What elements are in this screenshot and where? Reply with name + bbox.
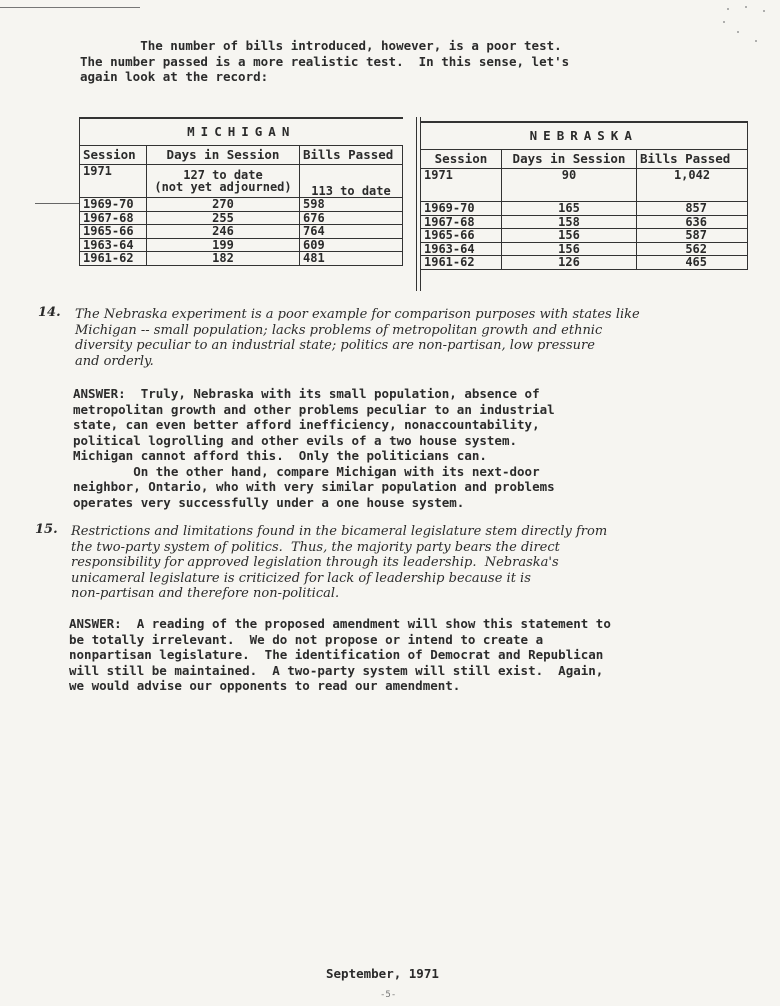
page-number: -5- — [380, 990, 397, 1000]
table-row — [421, 215, 748, 229]
item-15-claim — [71, 524, 607, 602]
table-row — [80, 225, 403, 239]
michigan-group-label: MICHIGAN — [80, 118, 403, 146]
answer-line: political logrolling and other evils of a two house system. — [73, 432, 518, 448]
michigan-bills-cell: 598 — [300, 198, 403, 212]
answer-line: state, can even better afford inefficiency, nonaccountability, — [73, 417, 540, 432]
answer-line: On the other hand, compare Michigan with its next-door — [73, 463, 540, 479]
claim-line: Restrictions and limitations found in the bicameral legislature stem directly from — [71, 524, 608, 539]
nebraska-bills-cell: 857 — [637, 202, 748, 216]
michigan-session-cell: 1967-68 — [80, 211, 147, 225]
michigan-bills-cell: 764 — [300, 225, 403, 239]
nebraska-bills-cell: 465 — [637, 256, 748, 270]
nebraska-days-cell: 158 — [502, 215, 637, 229]
table-row — [421, 229, 748, 243]
michigan-days-cell: 199 — [147, 238, 300, 252]
nebraska-row-1971 — [421, 169, 748, 202]
table-row — [421, 202, 748, 216]
answer-line: ANSWER: Truly, Nebraska with its small population, absence of — [73, 386, 540, 401]
claim-line: responsibility for approved legislation through its leadership. Nebraska's — [71, 555, 559, 570]
nebraska-session-cell: 1961-62 — [421, 256, 502, 270]
michigan-days-line-2: (not yet adjourned) — [154, 180, 292, 194]
claim-line: diversity peculiar to an industrial state; politics are non-partisan, low pressure — [75, 338, 595, 353]
intro-line-1: The number of bills introduced, however, is a poor test. — [80, 38, 562, 53]
michigan-session-cell: 1971 — [80, 165, 147, 198]
michigan-row-1971 — [80, 165, 403, 198]
nebraska-header-session: Session — [421, 150, 502, 169]
michigan-header-bills: Bills Passed — [300, 146, 403, 165]
michigan-table — [79, 117, 403, 266]
item-15-number: 15. — [35, 522, 58, 537]
nebraska-header-bills: Bills Passed — [637, 150, 748, 169]
table-row — [421, 242, 748, 256]
answer-line: operates very successfully under a one house system. — [73, 494, 465, 510]
michigan-days-line-1: 127 to date — [183, 167, 263, 182]
answer-line: be totally irrelevant. We do not propose or intend to create a — [69, 631, 544, 647]
answer-line: Michigan cannot afford this. Only the politicians can. — [73, 448, 487, 463]
michigan-days-cell: 246 — [147, 225, 300, 239]
nebraska-bills-cell: 562 — [637, 242, 748, 256]
nebraska-session-cell: 1967-68 — [421, 215, 502, 229]
nebraska-days-cell: 126 — [502, 256, 637, 270]
top-rule — [0, 7, 140, 8]
intro-line-3: again look at the record: — [80, 69, 269, 84]
nebraska-days-cell: 165 — [502, 202, 637, 216]
nebraska-group-label: NEBRASKA — [421, 122, 748, 150]
claim-line: and orderly. — [75, 353, 154, 369]
michigan-days-cell: 182 — [147, 252, 300, 266]
nebraska-session-cell: 1969-70 — [421, 202, 502, 216]
michigan-bills-cell: 676 — [300, 211, 403, 225]
nebraska-table — [420, 121, 748, 270]
michigan-header-days: Days in Session — [147, 146, 300, 165]
answer-line: ANSWER: A reading of the proposed amendment will show this statement to — [69, 616, 611, 631]
item-14-answer — [73, 386, 555, 510]
nebraska-session-cell: 1965-66 — [421, 229, 502, 243]
claim-line: the two-party system of politics. Thus, the majority party bears the direct — [71, 539, 560, 555]
nebraska-days-cell: 90 — [502, 169, 637, 202]
item-14-claim — [75, 307, 640, 369]
nebraska-session-cell: 1971 — [421, 169, 502, 202]
michigan-bills-cell: 609 — [300, 238, 403, 252]
michigan-bills-cell: 113 to date — [300, 165, 403, 198]
claim-line: Michigan -- small population; lacks problems of metropolitan growth and ethnic — [75, 322, 603, 338]
claim-line: non-partisan and therefore non-political. — [71, 586, 340, 601]
nebraska-days-cell: 156 — [502, 229, 637, 243]
answer-line: nonpartisan legislature. The identification of Democrat and Republican — [69, 647, 604, 662]
paper-specks — [715, 6, 775, 46]
answer-line: we would advise our opponents to read our amendment. — [69, 678, 461, 693]
answer-line: will still be maintained. A two-party system will still exist. Again, — [69, 662, 604, 678]
table-row — [80, 252, 403, 266]
answer-line: neighbor, Ontario, who with very similar population and problems — [73, 479, 555, 494]
michigan-session-cell: 1963-64 — [80, 238, 147, 252]
michigan-days-cell — [147, 165, 300, 198]
nebraska-days-cell: 156 — [502, 242, 637, 256]
nebraska-session-cell: 1963-64 — [421, 242, 502, 256]
answer-line: metropolitan growth and other problems peculiar to an industrial — [73, 401, 555, 417]
intro-line-2: The number passed is a more realistic test. In this sense, let's — [80, 53, 570, 69]
table-row — [80, 198, 403, 212]
item-15-answer — [69, 616, 611, 694]
intro-paragraph — [80, 38, 700, 85]
claim-line: The Nebraska experiment is a poor example for comparison purposes with states like — [75, 307, 640, 322]
footer-date: September, 1971 — [326, 966, 439, 981]
michigan-days-cell: 270 — [147, 198, 300, 212]
nebraska-header-days: Days in Session — [502, 150, 637, 169]
michigan-days-cell: 255 — [147, 211, 300, 225]
nebraska-bills-cell: 587 — [637, 229, 748, 243]
nebraska-bills-cell: 636 — [637, 215, 748, 229]
michigan-bills-cell: 481 — [300, 252, 403, 266]
michigan-session-cell: 1961-62 — [80, 252, 147, 266]
nebraska-bills-cell: 1,042 — [637, 169, 748, 202]
claim-line: unicameral legislature is criticized for lack of leadership because it is — [71, 570, 531, 586]
margin-dash — [35, 203, 80, 204]
table-row — [80, 238, 403, 252]
michigan-session-cell: 1965-66 — [80, 225, 147, 239]
table-row — [80, 211, 403, 225]
michigan-session-cell: 1969-70 — [80, 198, 147, 212]
item-14-number: 14. — [38, 305, 61, 320]
table-row — [421, 256, 748, 270]
michigan-header-session: Session — [80, 146, 147, 165]
